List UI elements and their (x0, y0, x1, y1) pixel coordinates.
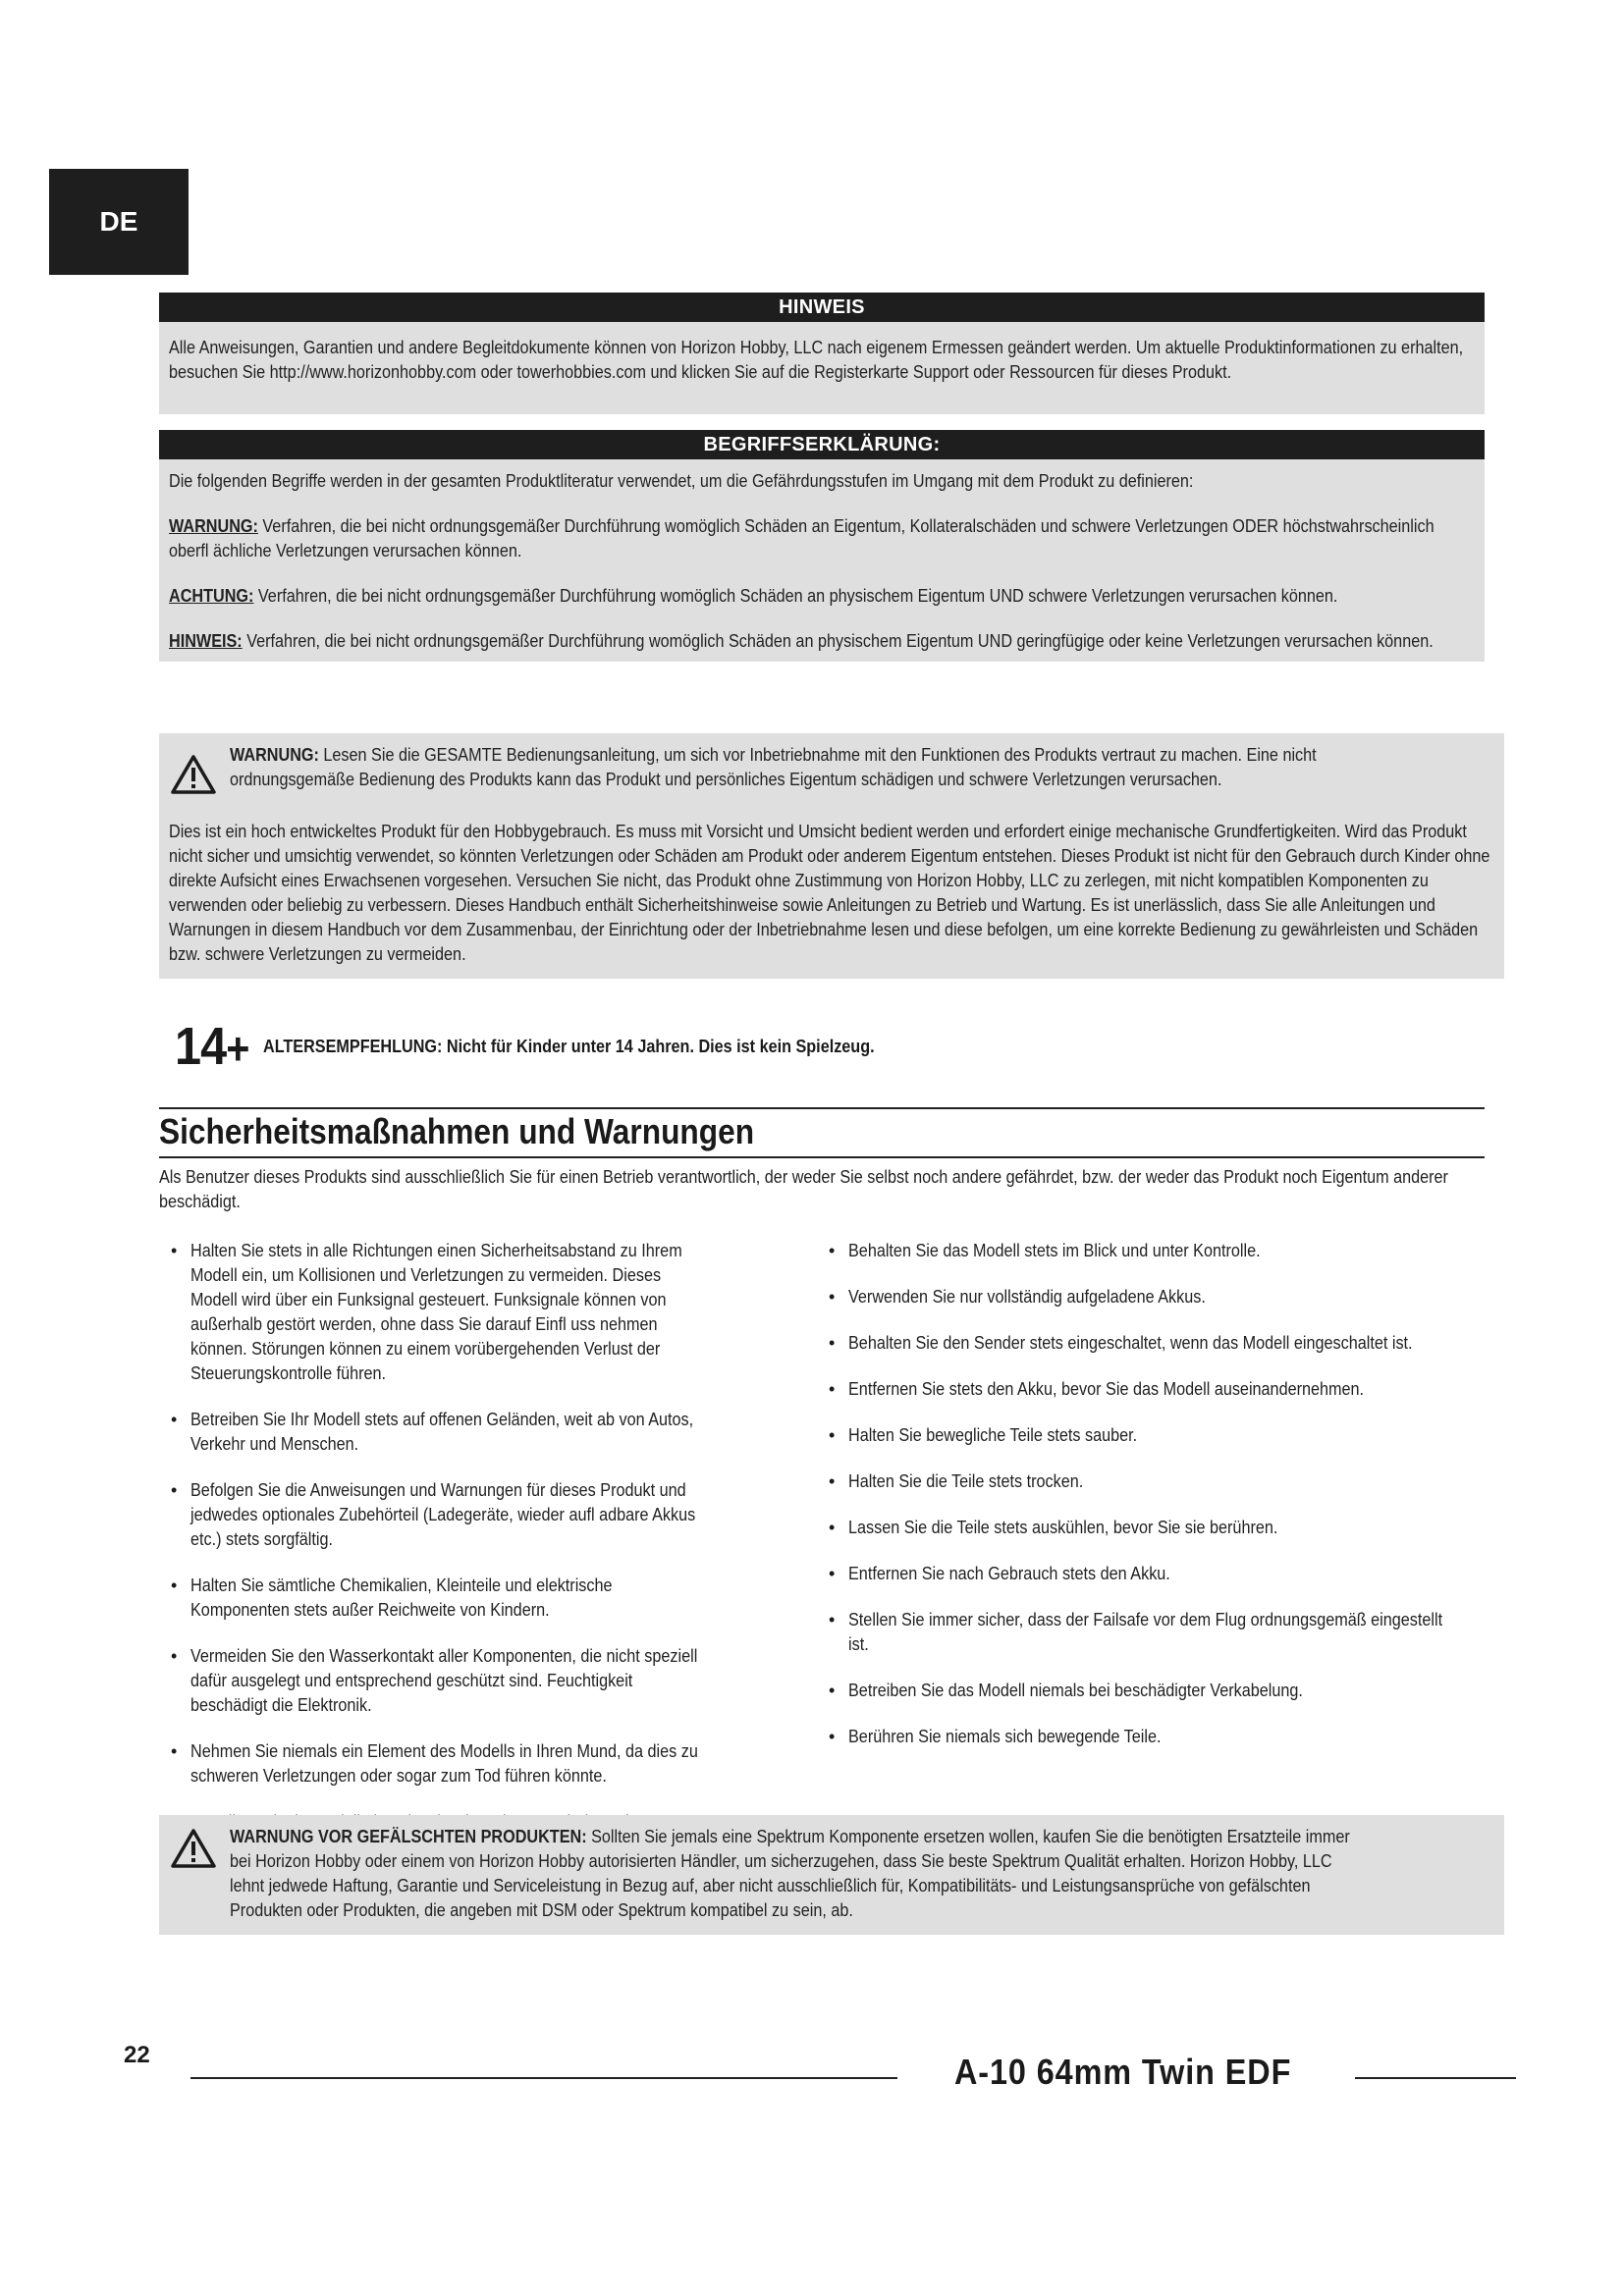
definition-text: Verfahren, die bei nicht ordnungsgemäßer Durchführung womöglich Schäden an physischem Eigentum UND geringfügige oder keine Verletzungen verursachen können. (242, 631, 1434, 651)
list-item (169, 1739, 827, 1789)
list-item (827, 1239, 1485, 1263)
bullet-mark: • (829, 1471, 836, 1491)
counterfeit-text: Sollten Sie jemals eine Spektrum Komponente ersetzen wollen, kaufen Sie die benötigten Ersatzteile immer bei Horizon Hobby oder einem von Horizon Hobby autorisierten Händler, um sicherzugehen, dass Sie beste Spektrum Qualität erhalten. Horizon Hobby, LLC lehnt jedwede Haftung, Garantie und Serviceleistung in Bezug auf, aber nicht ausschließlich für, Kompatibilitäts- und Leistungsansprüche von gefälschten Produkten oder Produkten, die angeben mit DSM oder Spektrum kompatibel zu sein, ab. (230, 1827, 1350, 1920)
counterfeit-label: WARNUNG VOR GEFÄLSCHTEN PRODUKTEN: (230, 1827, 587, 1846)
definition-term: HINWEIS: (169, 631, 243, 651)
list-item (827, 1331, 1485, 1356)
safety-bullets (169, 1239, 1485, 1856)
age-text: ALTERSEMPFEHLUNG: Nicht für Kinder unter 14 Jahren. Dies ist kein Spielzeug. (262, 1036, 875, 1056)
list-item-text: Halten Sie sämtliche Chemikalien, Kleinteile und elektrische Komponenten stets außer Reichweite von Kindern. (190, 1575, 613, 1620)
definitions-intro: Die folgenden Begriffe werden in der gesamten Produktliteratur verwendet, um die Gefährdungsstufen im Umgang mit dem Produkt zu definieren: (169, 471, 1194, 491)
list-item-text: Betreiben Sie Ihr Modell stets auf offenen Geländen, weit ab von Autos, Verkehr und Menschen. (190, 1410, 694, 1454)
definitions-box (159, 430, 1485, 662)
notice-body (159, 322, 1485, 414)
bullet-mark: • (829, 1518, 836, 1537)
bullet-mark: • (829, 1333, 836, 1353)
warning-text: Lesen Sie die GESAMTE Bedienungsanleitung, um sich vor Inbetriebnahme mit den Funktionen des Produkts vertraut zu machen. Eine nicht ordnungsgemäße Bedienung des Produkts kann das Produkt und persönliches Eigentum schädigen und schwere Verletzungen verursachen. (230, 745, 1317, 789)
bullets-right-column (827, 1239, 1485, 1856)
list-item-text: Entfernen Sie stets den Akku, bevor Sie das Modell auseinandernehmen. (848, 1379, 1365, 1399)
notice-box (159, 293, 1485, 414)
bullet-mark: • (829, 1379, 836, 1399)
definitions-body (159, 459, 1485, 662)
bullet-mark: • (171, 1241, 178, 1260)
section-title: Sicherheitsmaßnahmen und Warnungen (159, 1111, 755, 1151)
footer-title: A-10 64mm Twin EDF (954, 2052, 1292, 2092)
language-tab (49, 169, 189, 275)
page-number: 22 (124, 2042, 150, 2068)
list-item-text: Befolgen Sie die Anweisungen und Warnungen für dieses Produkt und jedwedes optionales Zubehörteil (Ladegeräte, wieder aufl adbare Akkus etc.) stets sorgfältig. (190, 1480, 696, 1549)
list-item (827, 1608, 1485, 1657)
bullet-mark: • (171, 1646, 178, 1666)
age-plus: + (226, 1023, 249, 1074)
definition-achtung (169, 584, 1474, 609)
warning-paragraph: Dies ist ein hoch entwickeltes Produkt für den Hobbygebrauch. Es muss mit Vorsicht und Umsicht bedient werden und erfordert einige mechanische Grundfertigkeiten. Wird das Produkt nicht sicher und umsichtig verwendet, so könnten Verletzungen oder Schäden am Produkt oder anderem Eigentum entstehen. Dieses Produkt ist nicht für den Gebrauch durch Kinder ohne direkte Aufsicht eines Erwachsenen vorgesehen. Versuchen Sie nicht, das Produkt ohne Zustimmung von Horizon Hobby, LLC zu zerlegen, mit nicht kompatiblen Komponenten zu verwenden oder beliebig zu verbessern. Dieses Handbuch enthält Sicherheitshinweise sowie Anleitungen zu Betrieb und Wartung. Es ist unerlässlich, dass Sie alle Anleitungen und Warnungen in diesem Handbuch vor dem Zusammenbau, der Einrichtung oder der Inbetriebnahme lesen und diese befolgen, um eine korrekte Bedienung zu gewährleisten und Schäden bzw. schwere Verletzungen zu vermeiden. (169, 822, 1490, 964)
bullet-mark: • (829, 1425, 836, 1445)
bullet-mark: • (829, 1564, 836, 1583)
list-item (827, 1516, 1485, 1540)
footer-rule-right (1355, 2077, 1516, 2079)
list-item-text: Berühren Sie niemals sich bewegende Teile. (848, 1727, 1162, 1746)
list-item (827, 1423, 1485, 1448)
bullet-mark: • (171, 1575, 178, 1595)
section-rule-bottom (159, 1156, 1485, 1158)
definitions-title: BEGRIFFSERKLÄRUNG: (159, 430, 1485, 459)
definition-term: WARNUNG: (169, 516, 258, 536)
bullet-mark: • (171, 1480, 178, 1500)
age-badge (175, 1016, 249, 1077)
list-item (827, 1679, 1485, 1703)
warning-label: WARNUNG: (230, 745, 319, 765)
bullet-mark: • (829, 1681, 836, 1700)
bullet-mark: • (829, 1610, 836, 1629)
list-item (169, 1239, 827, 1386)
list-item-text: Halten Sie stets in alle Richtungen einen Sicherheitsabstand zu Ihrem Modell ein, um Kollisionen und Verletzungen zu vermeiden. Dieses Modell wird über ein Funksignal gesteuert. Funksignale können von außerhalb gestört werden, ohne dass Sie darauf Einfl uss nehmen können. Störungen können zu einem vorübergehenden Verlust der Steuerungskontrolle führen. (190, 1241, 682, 1383)
list-item-text: Stellen Sie immer sicher, dass der Failsafe vor dem Flug ordnungsgemäß eingestellt ist. (848, 1610, 1443, 1654)
warning-lead-text (230, 743, 1368, 792)
age-recommendation (175, 1016, 943, 1077)
list-item-text: Behalten Sie das Modell stets im Blick und unter Kontrolle. (848, 1241, 1261, 1260)
bullet-mark: • (829, 1241, 836, 1260)
bullet-mark: • (171, 1410, 178, 1429)
section-rule-top (159, 1107, 1485, 1109)
definition-warnung (169, 514, 1474, 563)
bullets-left-column (169, 1239, 827, 1856)
warning-triangle-icon (171, 1829, 216, 1868)
warning-box (159, 733, 1504, 979)
list-item-text: Behalten Sie den Sender stets eingeschaltet, wenn das Modell eingeschaltet ist. (848, 1333, 1413, 1353)
definition-text: Verfahren, die bei nicht ordnungsgemäßer Durchführung womöglich Schäden an Eigentum, Kollateralschäden und schwere Verletzungen ODER höchstwahrscheinlich oberfl ächliche Verletzungen verursachen können. (169, 516, 1435, 561)
age-number: 14 (175, 1017, 227, 1076)
list-item (169, 1574, 827, 1623)
list-item-text: Lassen Sie die Teile stets auskühlen, bevor Sie sie berühren. (848, 1518, 1278, 1537)
section-intro-box (159, 1165, 1485, 1214)
counterfeit-warning-box (159, 1815, 1504, 1935)
warning-triangle-icon (171, 755, 216, 794)
definition-term: ACHTUNG: (169, 586, 254, 606)
bullet-mark: • (171, 1741, 178, 1761)
definition-hinweis (169, 629, 1474, 654)
list-item (827, 1562, 1485, 1586)
list-item (827, 1469, 1485, 1494)
list-item-text: Halten Sie bewegliche Teile stets sauber. (848, 1425, 1138, 1445)
list-item (169, 1408, 827, 1457)
definition-text: Verfahren, die bei nicht ordnungsgemäßer Durchführung womöglich Schäden an physischem Eigentum UND schwere Verletzungen verursachen können. (253, 586, 1338, 606)
section-intro: Als Benutzer dieses Produkts sind ausschließlich Sie für einen Betrieb verantwortlich, der weder Sie selbst noch andere gefährdet, bzw. der weder das Produkt noch Eigentum anderer beschädigt. (159, 1167, 1448, 1211)
counterfeit-text-block (230, 1825, 1368, 1923)
list-item (827, 1285, 1485, 1309)
list-item-text: Halten Sie die Teile stets trocken. (848, 1471, 1084, 1491)
list-item-text: Verwenden Sie nur vollständig aufgeladene Akkus. (848, 1287, 1206, 1307)
notice-title: HINWEIS (159, 293, 1485, 322)
bullet-mark: • (829, 1727, 836, 1746)
list-item-text: Betreiben Sie das Modell niemals bei beschädigter Verkabelung. (848, 1681, 1303, 1700)
list-item-text: Entfernen Sie nach Gebrauch stets den Akku. (848, 1564, 1170, 1583)
language-tab-label: DE (99, 206, 138, 237)
bullet-mark: • (829, 1287, 836, 1307)
notice-text: Alle Anweisungen, Garantien und andere Begleitdokumente können von Horizon Hobby, LLC nach eigenem Ermessen geändert werden. Um aktuelle Produktinformationen zu erhalten, besuchen Sie http://www.horizonhobby.com oder towerhobbies.com und klicken Sie auf die Registerkarte Support oder Ressourcen für dieses Produkt. (169, 338, 1464, 382)
list-item-text: Nehmen Sie niemals ein Element des Modells in Ihren Mund, da dies zu schweren Verletzungen oder sogar zum Tod führen könnte. (190, 1741, 698, 1786)
list-item-text: Vermeiden Sie den Wasserkontakt aller Komponenten, die nicht speziell dafür ausgelegt und entsprechend geschützt sind. Feuchtigkeit beschädigt die Elektronik. (190, 1646, 698, 1715)
list-item (827, 1377, 1485, 1402)
list-item (169, 1478, 827, 1552)
footer-rule-left (190, 2077, 897, 2079)
list-item (827, 1725, 1485, 1749)
list-item (169, 1644, 827, 1718)
